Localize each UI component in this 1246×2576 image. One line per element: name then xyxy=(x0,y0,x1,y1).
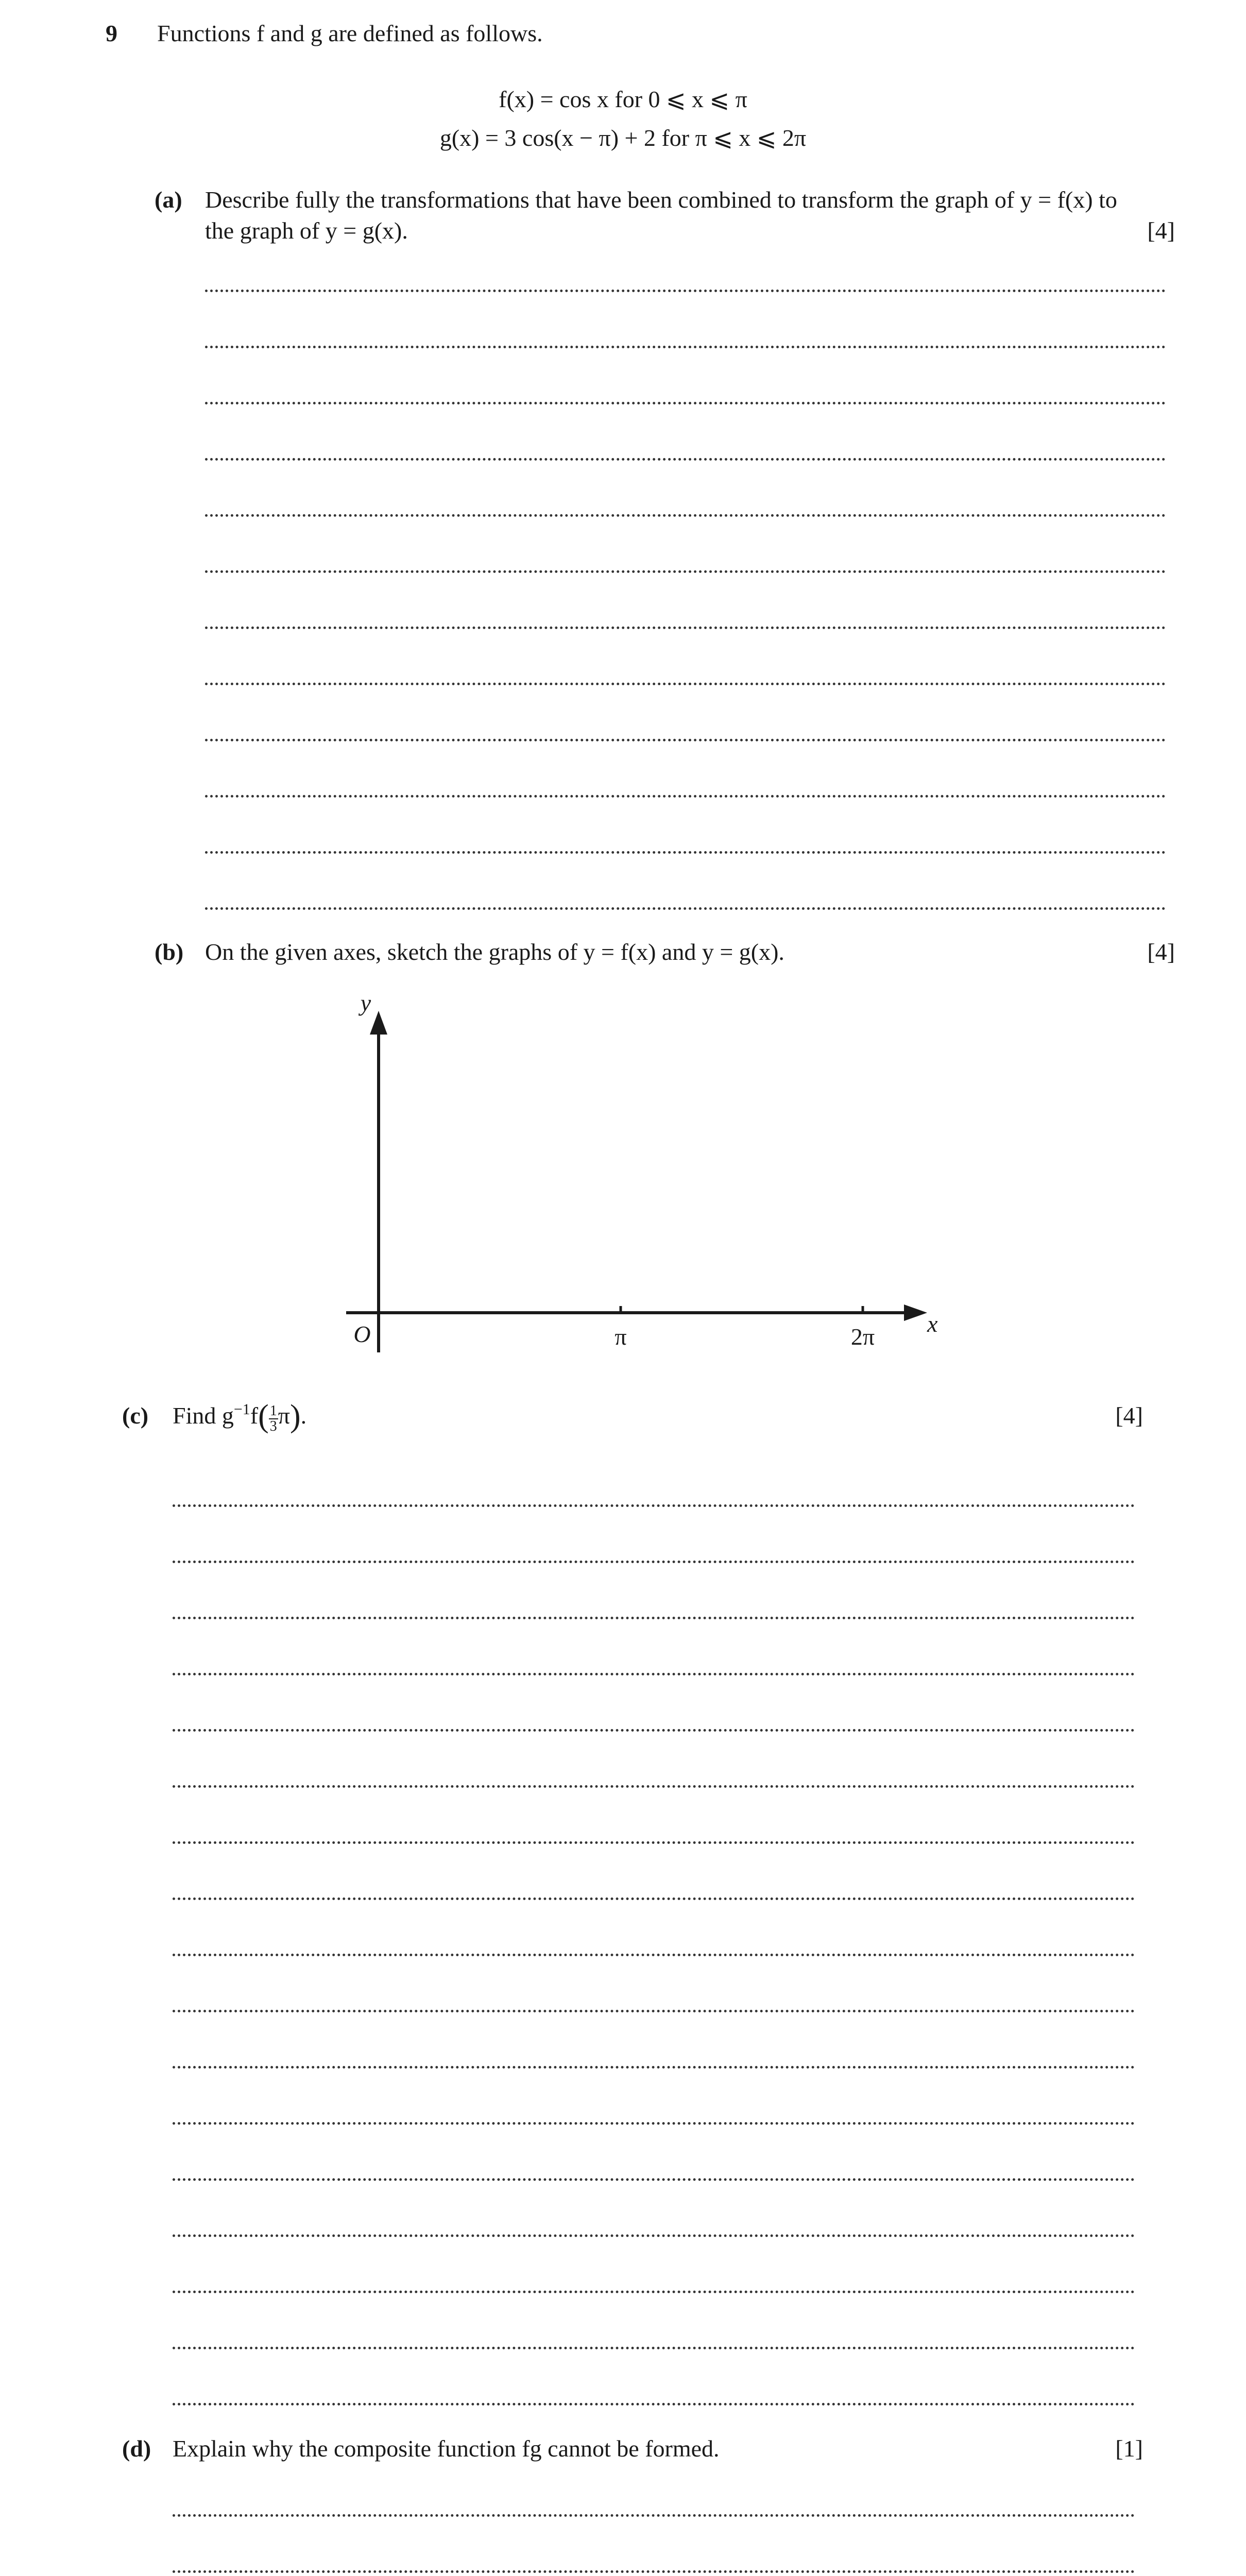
answer-line[interactable] xyxy=(173,2403,1135,2405)
answer-line[interactable] xyxy=(173,1729,1135,1732)
fraction-numerator: 1 xyxy=(269,1403,277,1419)
part-b-marks: [4] xyxy=(1147,939,1175,965)
x-axis-label: x xyxy=(927,1311,938,1337)
answer-line[interactable] xyxy=(173,2347,1135,2349)
part-a-label: (a) xyxy=(155,187,182,213)
part-c-pi: π xyxy=(278,1402,291,1429)
y-axis-label: y xyxy=(360,990,371,1016)
answer-line[interactable] xyxy=(173,2291,1135,2293)
part-c-f: f xyxy=(250,1402,259,1429)
part-a-text-line1: Describe fully the transformations that have been combined to transform the graph of y = f(x) to xyxy=(205,187,1117,213)
inverse-superscript: −1 xyxy=(233,1401,250,1418)
part-c-end: . xyxy=(300,1402,307,1429)
part-d-marks: [1] xyxy=(1115,2435,1143,2462)
answer-line[interactable] xyxy=(173,1785,1135,1788)
answer-line[interactable] xyxy=(173,1954,1135,1956)
answer-line[interactable] xyxy=(173,1673,1135,1675)
x-axis-arrowhead xyxy=(904,1304,927,1321)
answer-line[interactable] xyxy=(173,1504,1135,1507)
origin-label: O xyxy=(353,1321,371,1347)
part-d-text: Explain why the composite function fg cannot be formed. xyxy=(173,2435,720,2462)
answer-line[interactable] xyxy=(173,2178,1135,2181)
tick-label-2pi: 2π xyxy=(850,1324,875,1350)
answer-line[interactable] xyxy=(173,1841,1135,1844)
fraction-denominator: 3 xyxy=(269,1418,277,1434)
answer-line[interactable] xyxy=(173,2122,1135,2125)
definition-f: f(x) = cos x for 0 ⩽ x ⩽ π xyxy=(499,86,747,112)
y-axis-arrowhead xyxy=(370,1011,387,1035)
part-a-text-line2: the graph of y = g(x). xyxy=(205,217,408,244)
definition-g: g(x) = 3 cos(x − π) + 2 for π ⩽ x ⩽ 2π xyxy=(439,125,807,151)
part-c-text: Find $g^{-1}f$( $\frac{1}{3}$ π). xyxy=(173,1399,307,1434)
question-number: 9 xyxy=(106,20,117,46)
part-c-label: (c) xyxy=(122,1402,149,1429)
part-b-text: On the given axes, sketch the graphs of y = f(x) and y = g(x). xyxy=(205,939,784,965)
answer-line[interactable] xyxy=(173,2570,1135,2573)
fraction xyxy=(269,1404,278,1434)
part-a-marks: [4] xyxy=(1147,217,1175,244)
part-c-marks: [4] xyxy=(1115,1402,1143,1429)
part-b-label: (b) xyxy=(155,939,184,965)
part-d-label: (d) xyxy=(122,2435,151,2462)
part-c-text-prefix: Find g xyxy=(173,1402,234,1429)
tick-label-pi: π xyxy=(615,1324,627,1350)
answer-line[interactable] xyxy=(173,1561,1135,1563)
answer-line[interactable] xyxy=(173,2514,1135,2517)
answer-line[interactable] xyxy=(173,2234,1135,2237)
answer-line[interactable] xyxy=(173,1897,1135,1900)
answer-line[interactable] xyxy=(173,2066,1135,2069)
answer-line[interactable] xyxy=(173,2010,1135,2012)
answer-line[interactable] xyxy=(173,1617,1135,1619)
question-intro: Functions f and g are defined as follows. xyxy=(157,20,543,46)
